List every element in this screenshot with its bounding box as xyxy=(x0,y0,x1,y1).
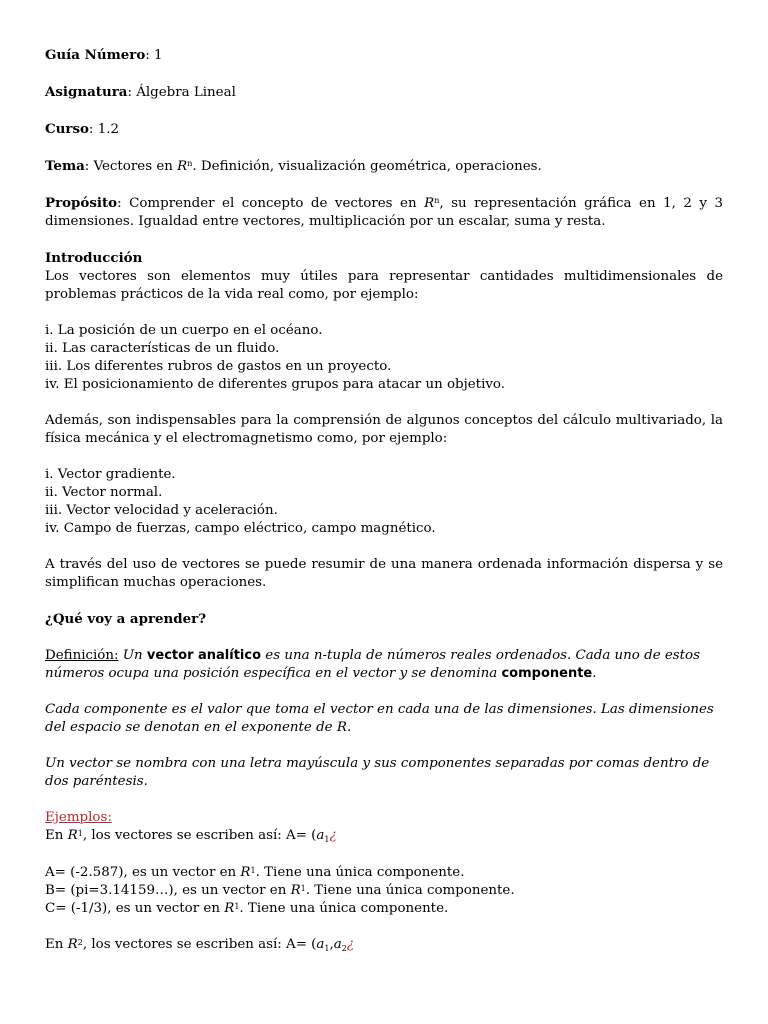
example-r1-form: En $R^1$, los vectores se escriben así: $A= (a_1¿$ xyxy=(45,828,337,844)
list1-item: iii. Los diferentes rubros de gastos en un proyecto. xyxy=(45,359,392,374)
list2-item: i. Vector gradiente. xyxy=(45,467,176,482)
proposito-paragraph: Propósito: Comprender el concepto de vectores en $R^n$, su representación gráfica en 1, 2 y 3 dimensiones. Igualdad entre vectores, multiplicación por un escalar, suma y resta. xyxy=(45,195,723,229)
example-a: A= (-2.587), es un vector en $R^1$. Tiene una única componente. xyxy=(45,865,465,880)
list1-item: ii. Las características de un fluido. xyxy=(45,341,280,356)
example-c: C= (-1/3), es un vector en $R^1$. Tiene una única componente. xyxy=(45,901,449,916)
intro-heading: Introducción xyxy=(45,250,143,266)
examples-heading: Ejemplos: xyxy=(45,810,112,825)
definition-paragraph: Definición: Un vector analítico es una n-tupla de números reales ordenados. Cada uno de estos números ocupa una posición específica en el vector y se denomina componente. xyxy=(45,648,700,681)
list2-item: iii. Vector velocidad y aceleración. xyxy=(45,503,278,518)
guia-line: Guía Número: 1 xyxy=(45,47,163,63)
example-b: B= (pi=3.14159…), es un vector en $R^1$. Tiene una única componente. xyxy=(45,883,515,898)
naming-paragraph: Un vector se nombra con una letra mayúscula y sus componentes separadas por comas dentro de dos paréntesis. xyxy=(45,756,710,789)
component-paragraph: Cada componente es el valor que toma el vector en cada una de las dimensiones. Las dimensiones del espacio se denotan en el exponente de R. xyxy=(45,702,714,735)
list2-item: iv. Campo de fuerzas, campo eléctrico, campo magnético. xyxy=(45,521,436,536)
list2-item: ii. Vector normal. xyxy=(45,485,163,500)
intro-paragraph-2: Además, son indispensables para la comprensión de algunos conceptos del cálculo multivariado, la física mecánica y el electromagnetismo como, por ejemplo: xyxy=(45,413,723,446)
tema-line: Tema: Vectores en $R^n$. Definición, visualización geométrica, operaciones. xyxy=(45,158,542,174)
asignatura-line: Asignatura: Álgebra Lineal xyxy=(45,84,236,100)
curso-line: Curso: 1.2 xyxy=(45,121,119,137)
list1-item: iv. El posicionamiento de diferentes grupos para atacar un objetivo. xyxy=(45,377,505,392)
intro-paragraph: Los vectores son elementos muy útiles para representar cantidades multidimensionales de problemas prácticos de la vida real como, por ejemplo: xyxy=(45,269,723,302)
learn-heading: ¿Qué voy a aprender? xyxy=(45,611,207,627)
list1-item: i. La posición de un cuerpo en el océano. xyxy=(45,323,323,338)
intro-paragraph-3: A través del uso de vectores se puede resumir de una manera ordenada información dispersa y se simplifican muchas operaciones. xyxy=(45,557,723,590)
example-r2-form: En $R^2$, los vectores se escriben así: $A= (a_1,a_2¿$ xyxy=(45,937,355,953)
